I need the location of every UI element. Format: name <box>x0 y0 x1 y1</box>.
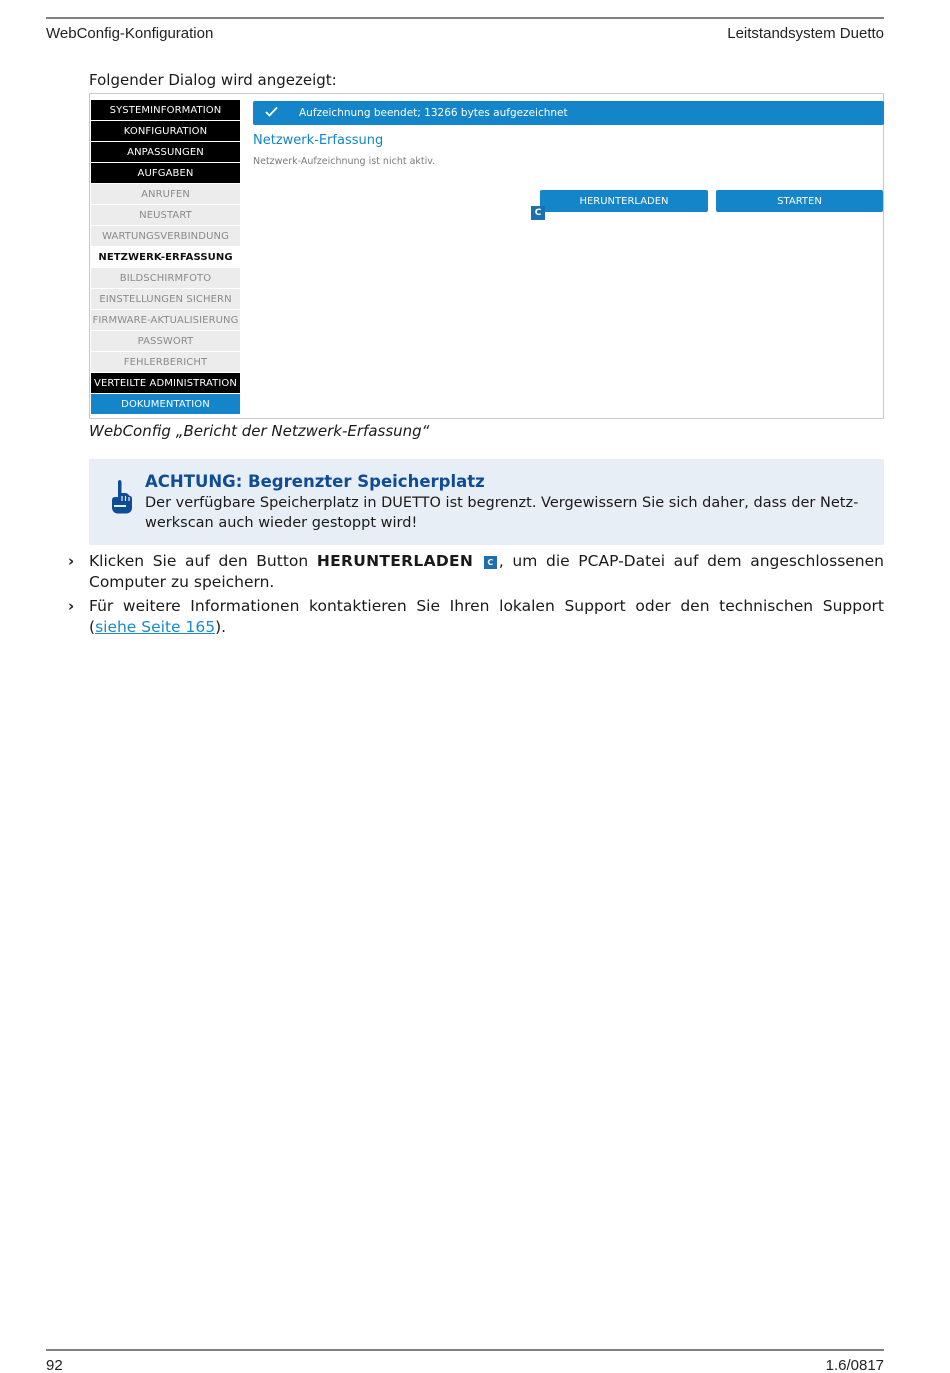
bullet-1-text: Klicken Sie auf den Button <box>89 552 317 570</box>
download-button[interactable]: HERUNTERLADEN <box>540 190 708 212</box>
sidebar-item-fehlerbericht[interactable]: FEHLERBERICHT <box>91 352 240 372</box>
sidebar-item-netzwerk-erfassung[interactable]: NETZWERK-ERFASSUNG <box>91 247 240 267</box>
list-item <box>68 551 884 593</box>
success-banner <box>253 101 884 125</box>
chevron-right-icon: › <box>68 597 75 615</box>
sidebar-item-firmware-aktualisierung[interactable]: FIRMWARE-AKTUALISIERUNG <box>91 310 240 330</box>
page-reference-link[interactable]: siehe Seite 165 <box>95 618 216 636</box>
sidebar-item-wartungsverbindung[interactable]: WARTUNGSVERBINDUNG <box>91 226 240 246</box>
instruction-list <box>68 551 884 641</box>
note-title: ACHTUNG: Begrenzter Speicherplatz <box>145 472 485 491</box>
sidebar-item-aufgaben[interactable]: AUFGABEN <box>91 163 240 183</box>
sidebar-item-anpassungen[interactable]: ANPASSUNGEN <box>91 142 240 162</box>
header-chapter-title: WebConfig-Konfiguration <box>46 25 214 42</box>
chevron-right-icon: › <box>68 552 75 570</box>
note-text-line-2: werkscan auch wieder gestoppt wird! <box>145 515 418 531</box>
warning-note <box>89 459 884 545</box>
sidebar-item-passwort[interactable]: PASSWORT <box>91 331 240 351</box>
header-document-title: Leitstandsystem Duetto <box>727 25 884 42</box>
section-title: Netzwerk-Erfassung <box>253 133 384 148</box>
document-version: 1.6/0817 <box>825 1357 884 1373</box>
checkmark-icon <box>265 105 287 121</box>
bullet-2-text-end: ). <box>215 618 227 636</box>
page-footer <box>46 1349 884 1373</box>
page-number: 92 <box>46 1357 63 1373</box>
sidebar-item-anrufen[interactable]: ANRUFEN <box>91 184 240 204</box>
sidebar-item-dokumentation[interactable]: DOKUMENTATION <box>91 394 240 414</box>
pointing-hand-icon <box>109 479 133 515</box>
sidebar-item-konfiguration[interactable]: KONFIGURATION <box>91 121 240 141</box>
list-item <box>68 596 884 638</box>
figure-caption: WebConfig „Bericht der Netzwerk-Erfassung“ <box>89 422 430 440</box>
note-text-line-1: Der verfügbare Speicherplatz in DUETTO ist begrenzt. Vergewissern Sie sich daher, dass der Netz- <box>145 495 859 511</box>
sidebar-item-neustart[interactable]: NEUSTART <box>91 205 240 225</box>
sidebar-item-verteilte-administration[interactable]: VERTEILTE ADMINISTRATION <box>91 373 240 393</box>
bullet-1-button-name: HERUNTERLADEN <box>316 552 474 570</box>
callout-marker-c-inline: C <box>484 556 497 569</box>
note-text <box>145 493 870 533</box>
sidebar-item-bildschirmfoto[interactable]: BILDSCHIRMFOTO <box>91 268 240 288</box>
start-button[interactable]: STARTEN <box>716 190 883 212</box>
banner-message: Aufzeichnung beendet; 13266 bytes aufgezeichnet <box>299 107 568 119</box>
sidebar-nav <box>91 100 240 415</box>
page-header <box>46 17 884 42</box>
webconfig-screenshot <box>89 93 884 419</box>
sidebar-item-systeminformation[interactable]: SYSTEMINFORMATION <box>91 100 240 120</box>
callout-marker-c: C <box>531 206 545 220</box>
capture-status: Netzwerk-Aufzeichnung ist nicht aktiv. <box>253 156 436 167</box>
bullet-2-text: Für weitere Informationen kontaktieren Sie Ihren lokalen Support oder den technischen Support ( <box>89 597 884 636</box>
bullet-1-text-end: , um die PCAP-Datei auf dem angeschlossenen Computer zu speichern. <box>89 552 884 591</box>
intro-text: Folgender Dialog wird angezeigt: <box>89 71 337 89</box>
sidebar-item-einstellungen-sichern[interactable]: EINSTELLUNGEN SICHERN <box>91 289 240 309</box>
